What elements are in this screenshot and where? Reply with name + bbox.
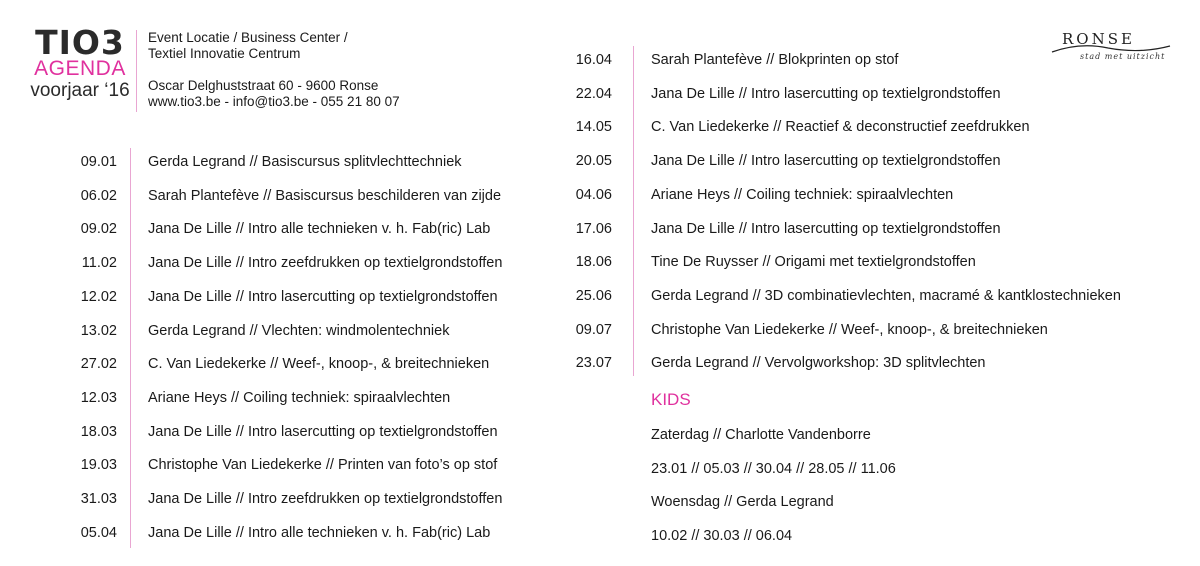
venue-line-1: Event Locatie / Business Center / bbox=[148, 30, 348, 45]
kids-line: Zaterdag // Charlotte Vandenborre bbox=[651, 427, 871, 443]
event-date: 12.02 bbox=[80, 288, 117, 305]
event-title: Jana De Lille // Intro zeefdrukken op textielgrondstoffen bbox=[148, 255, 503, 272]
kids-heading: KIDS bbox=[651, 390, 691, 409]
event-title: Ariane Heys // Coiling techniek: spiraalvlechten bbox=[148, 389, 451, 406]
header-divider bbox=[136, 30, 137, 112]
event-date: 13.02 bbox=[80, 322, 117, 339]
event-title: Jana De Lille // Intro alle technieken v. h. Fab(ric) Lab bbox=[148, 524, 491, 541]
right-column-divider bbox=[633, 46, 634, 376]
event-title: Christophe Van Liedekerke // Printen van foto’s op stof bbox=[148, 457, 498, 474]
event-title: Tine De Ruysser // Origami met textielgrondstoffen bbox=[651, 254, 976, 271]
event-title: Jana De Lille // Intro lasercutting op textielgrondstoffen bbox=[651, 85, 1001, 102]
kids-line: 10.02 // 30.03 // 06.04 bbox=[651, 528, 793, 545]
event-date: 27.02 bbox=[80, 356, 117, 373]
event-title: Gerda Legrand // Vervolgworkshop: 3D splitvlechten bbox=[651, 355, 986, 372]
event-date: 20.05 bbox=[575, 153, 612, 170]
event-title: Jana De Lille // Intro lasercutting op textielgrondstoffen bbox=[148, 288, 498, 305]
venue-address: Oscar Delghuststraat 60 - 9600 Ronse bbox=[148, 78, 379, 93]
event-date: 18.06 bbox=[575, 254, 612, 271]
ronse-wordmark: RONSE bbox=[1062, 30, 1135, 48]
event-date: 18.03 bbox=[80, 423, 117, 440]
logo-name: TIO3 bbox=[35, 23, 125, 62]
event-title: C. Van Liedekerke // Weef-, knoop-, & breitechnieken bbox=[148, 356, 490, 373]
event-title: Jana De Lille // Intro lasercutting op textielgrondstoffen bbox=[651, 153, 1001, 170]
event-date: 23.07 bbox=[575, 355, 612, 372]
event-date: 05.04 bbox=[80, 524, 117, 541]
kids-line: 23.01 // 05.03 // 30.04 // 28.05 // 11.06 bbox=[651, 460, 896, 477]
tio3-logo bbox=[28, 23, 132, 102]
event-date: 31.03 bbox=[80, 491, 117, 507]
left-column-divider bbox=[130, 148, 131, 548]
event-title: Sarah Plantefève // Basiscursus beschilderen van zijde bbox=[148, 187, 502, 204]
event-date: 09.02 bbox=[80, 221, 117, 238]
event-title: C. Van Liedekerke // Reactief & deconstructief zeefdrukken bbox=[651, 119, 1030, 136]
event-title: Jana De Lille // Intro zeefdrukken op textielgrondstoffen bbox=[148, 491, 503, 507]
ronse-logo bbox=[1050, 30, 1172, 70]
event-title: Jana De Lille // Intro alle technieken v. h. Fab(ric) Lab bbox=[148, 221, 491, 238]
event-title: Sarah Plantefève // Blokprinten op stof bbox=[651, 52, 899, 68]
event-title: Jana De Lille // Intro lasercutting op textielgrondstoffen bbox=[651, 220, 1001, 237]
event-date: 19.03 bbox=[80, 457, 117, 474]
event-date: 09.07 bbox=[575, 321, 612, 338]
event-date: 11.02 bbox=[81, 255, 117, 272]
event-title: Gerda Legrand // Vlechten: windmolentechniek bbox=[148, 322, 450, 339]
event-date: 09.01 bbox=[80, 154, 117, 170]
event-date: 12.03 bbox=[80, 389, 117, 406]
event-title: Jana De Lille // Intro lasercutting op textielgrondstoffen bbox=[148, 423, 498, 440]
event-title: Christophe Van Liedekerke // Weef-, knoop-, & breitechnieken bbox=[651, 321, 1048, 338]
venue-info bbox=[148, 30, 400, 110]
venue-line-2: Textiel Innovatie Centrum bbox=[148, 46, 301, 61]
event-date: 16.04 bbox=[575, 52, 612, 68]
logo-agenda-title: AGENDA bbox=[34, 57, 126, 80]
event-date: 22.04 bbox=[575, 85, 612, 102]
event-title: Gerda Legrand // 3D combinatievlechten, macramé & kantklostechnieken bbox=[651, 287, 1121, 304]
venue-contact: www.tio3.be - info@tio3.be - 055 21 80 07 bbox=[148, 94, 400, 109]
logo-season: voorjaar ‘16 bbox=[30, 80, 130, 101]
ronse-tagline: stad met uitzicht bbox=[1080, 52, 1166, 61]
event-date: 14.05 bbox=[575, 119, 612, 136]
event-date: 17.06 bbox=[575, 220, 612, 237]
event-title: Gerda Legrand // Basiscursus splitvlechttechniek bbox=[148, 154, 462, 170]
kids-line: Woensdag // Gerda Legrand bbox=[651, 494, 834, 511]
event-date: 25.06 bbox=[575, 287, 612, 304]
event-title: Ariane Heys // Coiling techniek: spiraalvlechten bbox=[651, 186, 954, 203]
event-date: 06.02 bbox=[80, 187, 117, 204]
event-date: 04.06 bbox=[575, 186, 612, 203]
